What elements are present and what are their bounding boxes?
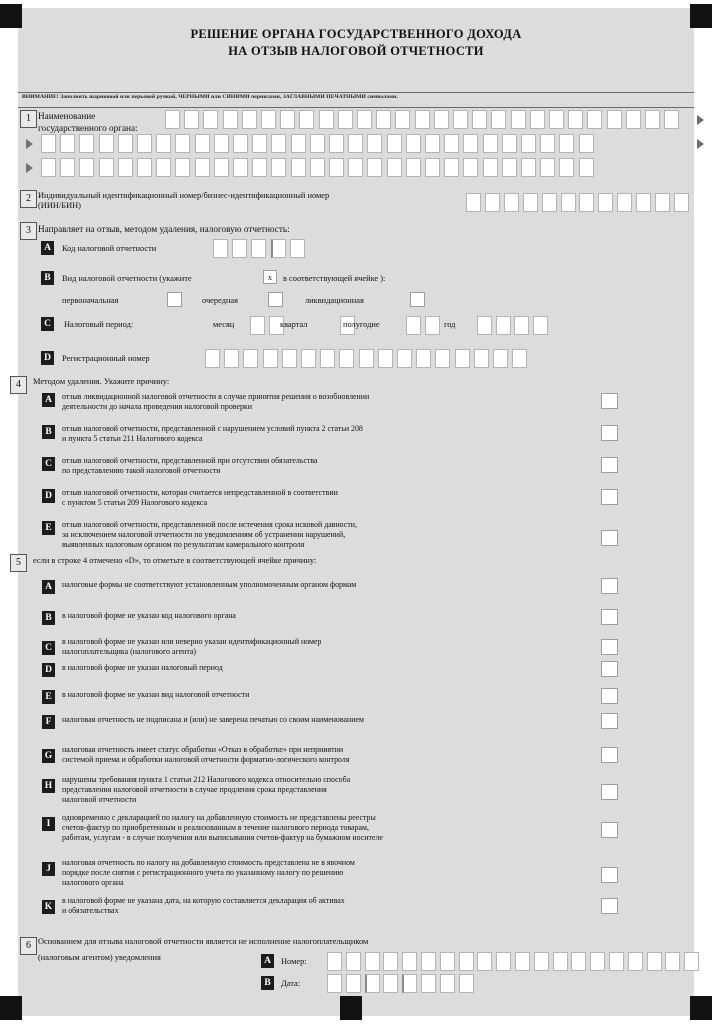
- section-6-a-label: Номер:: [281, 957, 307, 966]
- section-3-b-option-0-checkbox[interactable]: [167, 292, 182, 307]
- row-3-start-arrow: [26, 163, 33, 173]
- gov-name-row-2-cell[interactable]: [79, 134, 94, 153]
- iin-bin-cell[interactable]: [485, 193, 500, 212]
- gov-name-row-1-cell[interactable]: [549, 110, 564, 129]
- gov-name-row-1-cell[interactable]: [453, 110, 468, 129]
- gov-name-row-1-cell[interactable]: [626, 110, 641, 129]
- gov-name-row-1-cell[interactable]: [587, 110, 602, 129]
- tax-period-3-cell[interactable]: [533, 316, 548, 335]
- section-5-item-8-line-0: одновременно с декларацией по налогу на добавленную стоимость не представлены реестры: [62, 813, 376, 822]
- section-4-item-4-line-0: отзыв налоговой отчетности, представленной после истечения срока исковой давности,: [62, 520, 357, 529]
- gov-name-row-3-cell[interactable]: [348, 158, 363, 177]
- gov-name-row-3-cell[interactable]: [118, 158, 133, 177]
- section-5-item-5-line-0: налоговая отчетность не подписана и (или) не заверена печатью со своим наименованием: [62, 715, 364, 724]
- section-5-item-7-marker: H: [42, 779, 55, 793]
- gov-name-row-2-cell[interactable]: [175, 134, 190, 153]
- notice-number-cell[interactable]: [571, 952, 586, 971]
- gov-name-row-3-cell[interactable]: [502, 158, 517, 177]
- gov-name-row-1-cell[interactable]: [223, 110, 238, 129]
- title-line-1: РЕШЕНИЕ ОРГАНА ГОСУДАРСТВЕННОГО ДОХОДА: [190, 27, 522, 41]
- section-4-item-3-checkbox[interactable]: [601, 489, 618, 505]
- section-4-item-1-line-1: и пункта 5 статьи 211 Налогового кодекса: [62, 434, 203, 443]
- section-4-item-2-line-1: по представлению такой налоговой отчетности: [62, 466, 221, 475]
- gov-name-row-1-cell[interactable]: [261, 110, 276, 129]
- section-5-item-2-checkbox[interactable]: [601, 639, 618, 655]
- section-5-item-2-line-1: налогоплательщика (налогового агента): [62, 647, 196, 656]
- notice-date-cell[interactable]: [383, 974, 398, 993]
- gov-name-row-3-cell[interactable]: [425, 158, 440, 177]
- iin-bin-cell[interactable]: [579, 193, 594, 212]
- section-5-item-2-marker: C: [42, 641, 55, 655]
- tax-period-2-cell[interactable]: [425, 316, 440, 335]
- tax-period-3-label: год: [444, 320, 456, 329]
- iin-bin-cell[interactable]: [598, 193, 613, 212]
- iin-bin-cell[interactable]: [617, 193, 632, 212]
- gov-name-row-3-cell[interactable]: [559, 158, 574, 177]
- section-5-item-4-checkbox[interactable]: [601, 688, 618, 704]
- notice-number-cell[interactable]: [534, 952, 549, 971]
- notice-date-cell[interactable]: [459, 974, 474, 993]
- section-5-item-3-marker: D: [42, 663, 55, 677]
- section-5-item-3-checkbox[interactable]: [601, 661, 618, 677]
- section-4-label: Методом удаления. Укажите причину:: [33, 377, 170, 386]
- section-5-item-9-checkbox[interactable]: [601, 867, 618, 883]
- gov-name-row-2-cell[interactable]: [387, 134, 402, 153]
- section-3-b-mark-sample: x: [263, 270, 277, 284]
- section-5-item-10-line-1: и обязательствах: [62, 906, 119, 915]
- section-5-item-2-line-0: в налоговой форме не указан или неверно указан идентификационный номер: [62, 637, 322, 646]
- gov-name-row-1-cell[interactable]: [280, 110, 295, 129]
- gov-name-row-2-cell[interactable]: [118, 134, 133, 153]
- gov-name-row-3-cell[interactable]: [99, 158, 114, 177]
- gov-name-row-2-cell[interactable]: [502, 134, 517, 153]
- iin-bin-cell[interactable]: [636, 193, 651, 212]
- section-5-item-7-checkbox[interactable]: [601, 784, 618, 800]
- section-5-item-6-marker: G: [42, 749, 55, 763]
- gov-name-row-3-cell[interactable]: [137, 158, 152, 177]
- notice-number-cell[interactable]: [402, 952, 417, 971]
- section-5-item-8-marker: I: [42, 817, 55, 831]
- section-5-item-10-marker: K: [42, 900, 55, 914]
- gov-name-row-1-cell[interactable]: [491, 110, 506, 129]
- section-4-item-0-line-1: деятельности до начала проведения налоговой проверки: [62, 402, 252, 411]
- section-5-item-8-line-1: счетов-фактур по приобретенным и реализованным в течение налогового периода товарам,: [62, 823, 369, 832]
- section-3-d-marker: D: [41, 351, 54, 365]
- section-3-b-option-2-label: ликвидационная: [305, 296, 364, 305]
- iin-bin-cell[interactable]: [561, 193, 576, 212]
- gov-name-row-1-cell[interactable]: [607, 110, 622, 129]
- notice-number-cell[interactable]: [628, 952, 643, 971]
- section-5-item-6-line-1: системой приема и обработки налоговой отчетности форматно-логического контроля: [62, 755, 350, 764]
- gov-name-row-1-cell[interactable]: [530, 110, 545, 129]
- registration-mark-bottom-left: [0, 996, 22, 1020]
- notice-date-cell[interactable]: [365, 974, 380, 993]
- gov-name-row-2-cell[interactable]: [521, 134, 536, 153]
- gov-name-row-1-cell[interactable]: [165, 110, 180, 129]
- notice-number-cell[interactable]: [609, 952, 624, 971]
- gov-name-row-2-cell[interactable]: [156, 134, 171, 153]
- registration-number-cell[interactable]: [301, 349, 316, 368]
- registration-number-cell[interactable]: [263, 349, 278, 368]
- notice-number-cell[interactable]: [515, 952, 530, 971]
- row-2-continue-arrow: [697, 139, 704, 149]
- gov-name-row-3-cell[interactable]: [291, 158, 306, 177]
- section-5-item-3-line-0: в налоговой форме не указан налоговый период: [62, 663, 223, 672]
- registration-number-cell[interactable]: [512, 349, 527, 368]
- section-4-item-4-checkbox[interactable]: [601, 530, 618, 546]
- section-5-item-7-line-1: представления налоговой отчетности в случае продления срока представления: [62, 785, 327, 794]
- section-4-item-4-line-2: выявленных налоговым органом по результатам камерального контроля: [62, 540, 305, 549]
- section-5-item-5-checkbox[interactable]: [601, 713, 618, 729]
- gov-name-row-3-cell[interactable]: [329, 158, 344, 177]
- section-5-item-5-marker: F: [42, 715, 55, 729]
- tax-report-code-cell[interactable]: [251, 239, 266, 258]
- iin-bin-cell[interactable]: [674, 193, 689, 212]
- section-6-b-label: Дата:: [281, 979, 301, 988]
- tax-period-3-cell[interactable]: [477, 316, 492, 335]
- section-4-item-3-line-0: отзыв налоговой отчетности, которая считается непредставленной в соответствии: [62, 488, 338, 497]
- title-line-2: НА ОТЗЫВ НАЛОГОВОЙ ОТЧЕТНОСТИ: [228, 44, 484, 58]
- gov-name-row-2-cell[interactable]: [214, 134, 229, 153]
- gov-name-row-2-cell[interactable]: [329, 134, 344, 153]
- notice-date-cell[interactable]: [421, 974, 436, 993]
- gov-name-row-1-cell[interactable]: [242, 110, 257, 129]
- section-4-item-2-line-0: отзыв налоговой отчетности, представленной при отсутствии обязательства: [62, 456, 318, 465]
- section-5-item-9-line-0: налоговая отчетность по налогу на добавленную стоимость представлена не в явочном: [62, 858, 355, 867]
- gov-name-row-2-cell[interactable]: [367, 134, 382, 153]
- tax-report-code-cell[interactable]: [271, 239, 286, 258]
- section-5-item-10-checkbox[interactable]: [601, 898, 618, 914]
- iin-bin-cell[interactable]: [655, 193, 670, 212]
- section-2-number: 2: [20, 190, 37, 208]
- registration-number-cell[interactable]: [378, 349, 393, 368]
- section-5-item-0-line-0: налоговые формы не соответствуют установленным уполномоченным органом формам: [62, 580, 357, 589]
- section-4-item-1-line-0: отзыв налоговой отчетности, представленной с нарушением условий пункта 2 статьи 208: [62, 424, 363, 433]
- notice-number-cell[interactable]: [459, 952, 474, 971]
- warning-rule-bottom: [18, 107, 694, 108]
- section-4-item-2-marker: C: [42, 457, 55, 471]
- gov-name-row-1-cell[interactable]: [319, 110, 334, 129]
- gov-name-row-3-cell[interactable]: [521, 158, 536, 177]
- tax-period-2-label: полугодие: [343, 320, 380, 329]
- section-6-a-marker: A: [261, 954, 274, 968]
- gov-name-row-3-cell[interactable]: [540, 158, 555, 177]
- gov-name-row-3-cell[interactable]: [387, 158, 402, 177]
- section-5-item-8-line-2: работам, услугам - в случае получения или выписывания счетов-фактур на бумажном носителе: [62, 833, 383, 842]
- tax-period-1-label: квартал: [280, 320, 308, 329]
- section-3-a-marker: A: [41, 241, 54, 255]
- section-1-number: 1: [20, 110, 37, 128]
- registration-number-cell[interactable]: [359, 349, 374, 368]
- notice-number-cell[interactable]: [590, 952, 605, 971]
- gov-name-row-3-cell[interactable]: [195, 158, 210, 177]
- section-3-a-label: Код налоговой отчетности: [62, 244, 157, 253]
- registration-number-cell[interactable]: [320, 349, 335, 368]
- section-3-number: 3: [20, 222, 37, 240]
- section-5-item-9-line-1: порядке после снятия с регистрационного учета по указанному налогу по решению: [62, 868, 344, 877]
- gov-name-row-3-cell[interactable]: [463, 158, 478, 177]
- gov-name-row-3-cell[interactable]: [214, 158, 229, 177]
- section-6-label-line-1: Основанием для отзыва налоговой отчетности является не исполнение налогоплательщиком: [38, 937, 369, 946]
- iin-bin-cell[interactable]: [542, 193, 557, 212]
- gov-name-row-1-cell[interactable]: [338, 110, 353, 129]
- notice-date-cell[interactable]: [327, 974, 342, 993]
- section-6-b-marker: B: [261, 976, 274, 990]
- section-3-b-marker: B: [41, 271, 54, 285]
- gov-name-row-3-cell[interactable]: [579, 158, 594, 177]
- tax-period-3-cell[interactable]: [496, 316, 511, 335]
- section-6-label-line-2: (налоговым агентом) уведомления: [38, 953, 161, 962]
- registration-mark-top-right: [690, 4, 712, 28]
- section-4-item-1-checkbox[interactable]: [601, 425, 618, 441]
- row-1-continue-arrow: [697, 115, 704, 125]
- gov-name-row-3-cell[interactable]: [406, 158, 421, 177]
- registration-mark-bottom-center: [340, 996, 362, 1020]
- section-3-b-option-2-checkbox[interactable]: [410, 292, 425, 307]
- section-4-item-3-marker: D: [42, 489, 55, 503]
- gov-name-row-1-cell[interactable]: [376, 110, 391, 129]
- section-3-b-option-0-label: первоначальная: [62, 296, 119, 305]
- gov-name-row-2-cell[interactable]: [99, 134, 114, 153]
- gov-name-row-3-cell[interactable]: [79, 158, 94, 177]
- section-2-label-line-1: Индивидуальный идентификационный номер/бизнес-идентификационный номер: [38, 191, 330, 200]
- registration-number-cell[interactable]: [435, 349, 450, 368]
- notice-number-cell[interactable]: [346, 952, 361, 971]
- gov-name-row-2-cell[interactable]: [463, 134, 478, 153]
- registration-number-cell[interactable]: [224, 349, 239, 368]
- section-3-c-marker: C: [41, 317, 54, 331]
- registration-number-cell[interactable]: [493, 349, 508, 368]
- registration-number-cell[interactable]: [205, 349, 220, 368]
- section-5-item-0-checkbox[interactable]: [601, 578, 618, 594]
- notice-number-cell[interactable]: [477, 952, 492, 971]
- notice-number-cell[interactable]: [553, 952, 568, 971]
- section-5-item-6-line-0: налоговая отчетность имеет статус обработки «Отказ в обработке» при неприиятии: [62, 745, 344, 754]
- gov-name-row-2-cell[interactable]: [271, 134, 286, 153]
- registration-mark-top-left: [0, 4, 22, 28]
- section-5-item-4-line-0: в налоговой форме не указан вид налоговой отчетности: [62, 690, 250, 699]
- notice-number-cell[interactable]: [684, 952, 699, 971]
- tax-report-code-cell[interactable]: [213, 239, 228, 258]
- gov-name-row-1-cell[interactable]: [415, 110, 430, 129]
- section-3-b-option-1-label: очередная: [202, 296, 239, 305]
- gov-name-row-3-cell[interactable]: [271, 158, 286, 177]
- gov-name-row-2-cell[interactable]: [195, 134, 210, 153]
- section-3-label: Направляет на отзыв, методом удаления, налоговую отчетность:: [38, 224, 290, 234]
- gov-name-row-1-cell[interactable]: [645, 110, 660, 129]
- notice-number-cell[interactable]: [383, 952, 398, 971]
- registration-number-cell[interactable]: [397, 349, 412, 368]
- notice-number-cell[interactable]: [327, 952, 342, 971]
- gov-name-row-1-cell[interactable]: [184, 110, 199, 129]
- section-5-item-6-checkbox[interactable]: [601, 747, 618, 763]
- gov-name-row-3-cell[interactable]: [41, 158, 56, 177]
- section-5-item-1-checkbox[interactable]: [601, 609, 618, 625]
- section-5-item-7-line-0: нарушены требования пункта 1 статьи 212 Налогового кодекса относительно способа: [62, 775, 351, 784]
- gov-name-row-1-cell[interactable]: [472, 110, 487, 129]
- section-1-label-line-1: Наименование: [38, 111, 96, 121]
- section-4-number: 4: [10, 376, 27, 394]
- section-5-item-9-marker: J: [42, 862, 55, 876]
- warning-rule-top: [18, 92, 694, 93]
- gov-name-row-2-cell[interactable]: [348, 134, 363, 153]
- gov-name-row-3-cell[interactable]: [156, 158, 171, 177]
- section-5-item-9-line-2: налогового органа: [62, 878, 124, 887]
- warning-text: ВНИМАНИЕ! Заполнять шариковой или перьевой ручкой, ЧЕРНЫМИ или СИНИМИ чернилами, ЗАГЛАВНЫМИ ПЕЧАТНЫМИ символами.: [22, 94, 398, 100]
- row-2-start-arrow: [26, 139, 33, 149]
- gov-name-row-2-cell[interactable]: [60, 134, 75, 153]
- gov-name-row-2-cell[interactable]: [291, 134, 306, 153]
- section-5-item-7-line-2: налоговой отчетности: [62, 795, 137, 804]
- section-5-label: если в строке 4 отмечено «D», то отметьте в соответствующей ячейке причину:: [33, 556, 317, 565]
- iin-bin-cell[interactable]: [504, 193, 519, 212]
- section-5-number: 5: [10, 554, 27, 572]
- gov-name-row-3-cell[interactable]: [444, 158, 459, 177]
- gov-name-row-3-cell[interactable]: [310, 158, 325, 177]
- tax-period-3-cell[interactable]: [514, 316, 529, 335]
- section-6-number: 6: [20, 937, 37, 955]
- notice-number-cell[interactable]: [665, 952, 680, 971]
- tax-report-code-cell[interactable]: [290, 239, 305, 258]
- notice-number-cell[interactable]: [496, 952, 511, 971]
- gov-name-row-1-cell[interactable]: [664, 110, 679, 129]
- section-5-item-10-line-0: в налоговой форме не указана дата, на которую составляется декларация об активах: [62, 896, 345, 905]
- gov-name-row-1-cell[interactable]: [357, 110, 372, 129]
- tax-period-0-label: месяц: [213, 320, 235, 329]
- registration-number-cell[interactable]: [455, 349, 470, 368]
- tax-period-2-cell[interactable]: [406, 316, 421, 335]
- gov-name-row-1-cell[interactable]: [299, 110, 314, 129]
- gov-name-row-2-cell[interactable]: [252, 134, 267, 153]
- gov-name-row-2-cell[interactable]: [540, 134, 555, 153]
- section-3-c-label: Налоговый период:: [64, 320, 134, 329]
- gov-name-row-2-cell[interactable]: [425, 134, 440, 153]
- section-5-item-1-line-0: в налоговой форме не указан код налогового органа: [62, 611, 236, 620]
- section-4-item-4-marker: E: [42, 521, 55, 535]
- gov-name-row-2-cell[interactable]: [233, 134, 248, 153]
- gov-name-row-2-cell[interactable]: [406, 134, 421, 153]
- section-4-item-4-line-1: за исключением налоговой отчетности по уведомлениям об устранении нарушений,: [62, 530, 346, 539]
- gov-name-row-3-cell[interactable]: [483, 158, 498, 177]
- gov-name-row-1-cell[interactable]: [395, 110, 410, 129]
- notice-date-cell[interactable]: [440, 974, 455, 993]
- registration-number-cell[interactable]: [243, 349, 258, 368]
- gov-name-row-1-cell[interactable]: [203, 110, 218, 129]
- notice-number-cell[interactable]: [365, 952, 380, 971]
- section-5-item-4-marker: E: [42, 690, 55, 704]
- iin-bin-cell[interactable]: [466, 193, 481, 212]
- section-4-item-0-marker: A: [42, 393, 55, 407]
- registration-number-cell[interactable]: [474, 349, 489, 368]
- section-4-item-1-marker: B: [42, 425, 55, 439]
- notice-number-cell[interactable]: [421, 952, 436, 971]
- section-3-b-option-1-checkbox[interactable]: [268, 292, 283, 307]
- section-4-item-0-line-0: отзыв ликвидационной налоговой отчетности в случае принятия решения о возобновлении: [62, 392, 370, 401]
- iin-bin-cell[interactable]: [523, 193, 538, 212]
- gov-name-row-3-cell[interactable]: [175, 158, 190, 177]
- gov-name-row-2-cell[interactable]: [483, 134, 498, 153]
- gov-name-row-2-cell[interactable]: [579, 134, 594, 153]
- gov-name-row-3-cell[interactable]: [60, 158, 75, 177]
- registration-number-cell[interactable]: [416, 349, 431, 368]
- gov-name-row-3-cell[interactable]: [252, 158, 267, 177]
- gov-name-row-1-cell[interactable]: [568, 110, 583, 129]
- section-2-label-line-2: (ИИН/БИН): [38, 201, 81, 210]
- section-4-item-0-checkbox[interactable]: [601, 393, 618, 409]
- registration-number-cell[interactable]: [339, 349, 354, 368]
- section-4-item-3-line-1: с пунктом 5 статьи 209 Налогового кодекса: [62, 498, 208, 507]
- section-3-b-label-suffix: в соответствующей ячейке ):: [283, 274, 386, 283]
- gov-name-row-2-cell[interactable]: [41, 134, 56, 153]
- notice-date-cell[interactable]: [402, 974, 417, 993]
- notice-number-cell[interactable]: [440, 952, 455, 971]
- registration-number-cell[interactable]: [282, 349, 297, 368]
- document-title: [18, 26, 694, 60]
- section-4-item-2-checkbox[interactable]: [601, 457, 618, 473]
- gov-name-row-2-cell[interactable]: [137, 134, 152, 153]
- gov-name-row-2-cell[interactable]: [444, 134, 459, 153]
- section-3-b-label-prefix: Вид налоговой отчетности (укажите: [62, 274, 192, 283]
- gov-name-row-3-cell[interactable]: [233, 158, 248, 177]
- section-5-item-0-marker: A: [42, 580, 55, 594]
- gov-name-row-2-cell[interactable]: [559, 134, 574, 153]
- notice-number-cell[interactable]: [647, 952, 662, 971]
- section-5-item-1-marker: B: [42, 611, 55, 625]
- gov-name-row-1-cell[interactable]: [434, 110, 449, 129]
- gov-name-row-1-cell[interactable]: [511, 110, 526, 129]
- section-3-d-label: Регистрационный номер: [62, 354, 150, 363]
- gov-name-row-3-cell[interactable]: [367, 158, 382, 177]
- gov-name-row-2-cell[interactable]: [310, 134, 325, 153]
- tax-period-0-cell[interactable]: [250, 316, 265, 335]
- notice-date-cell[interactable]: [346, 974, 361, 993]
- registration-mark-bottom-right: [690, 996, 712, 1020]
- section-5-item-8-checkbox[interactable]: [601, 822, 618, 838]
- tax-report-code-cell[interactable]: [232, 239, 247, 258]
- section-1-label-line-2: государственного органа:: [38, 123, 138, 133]
